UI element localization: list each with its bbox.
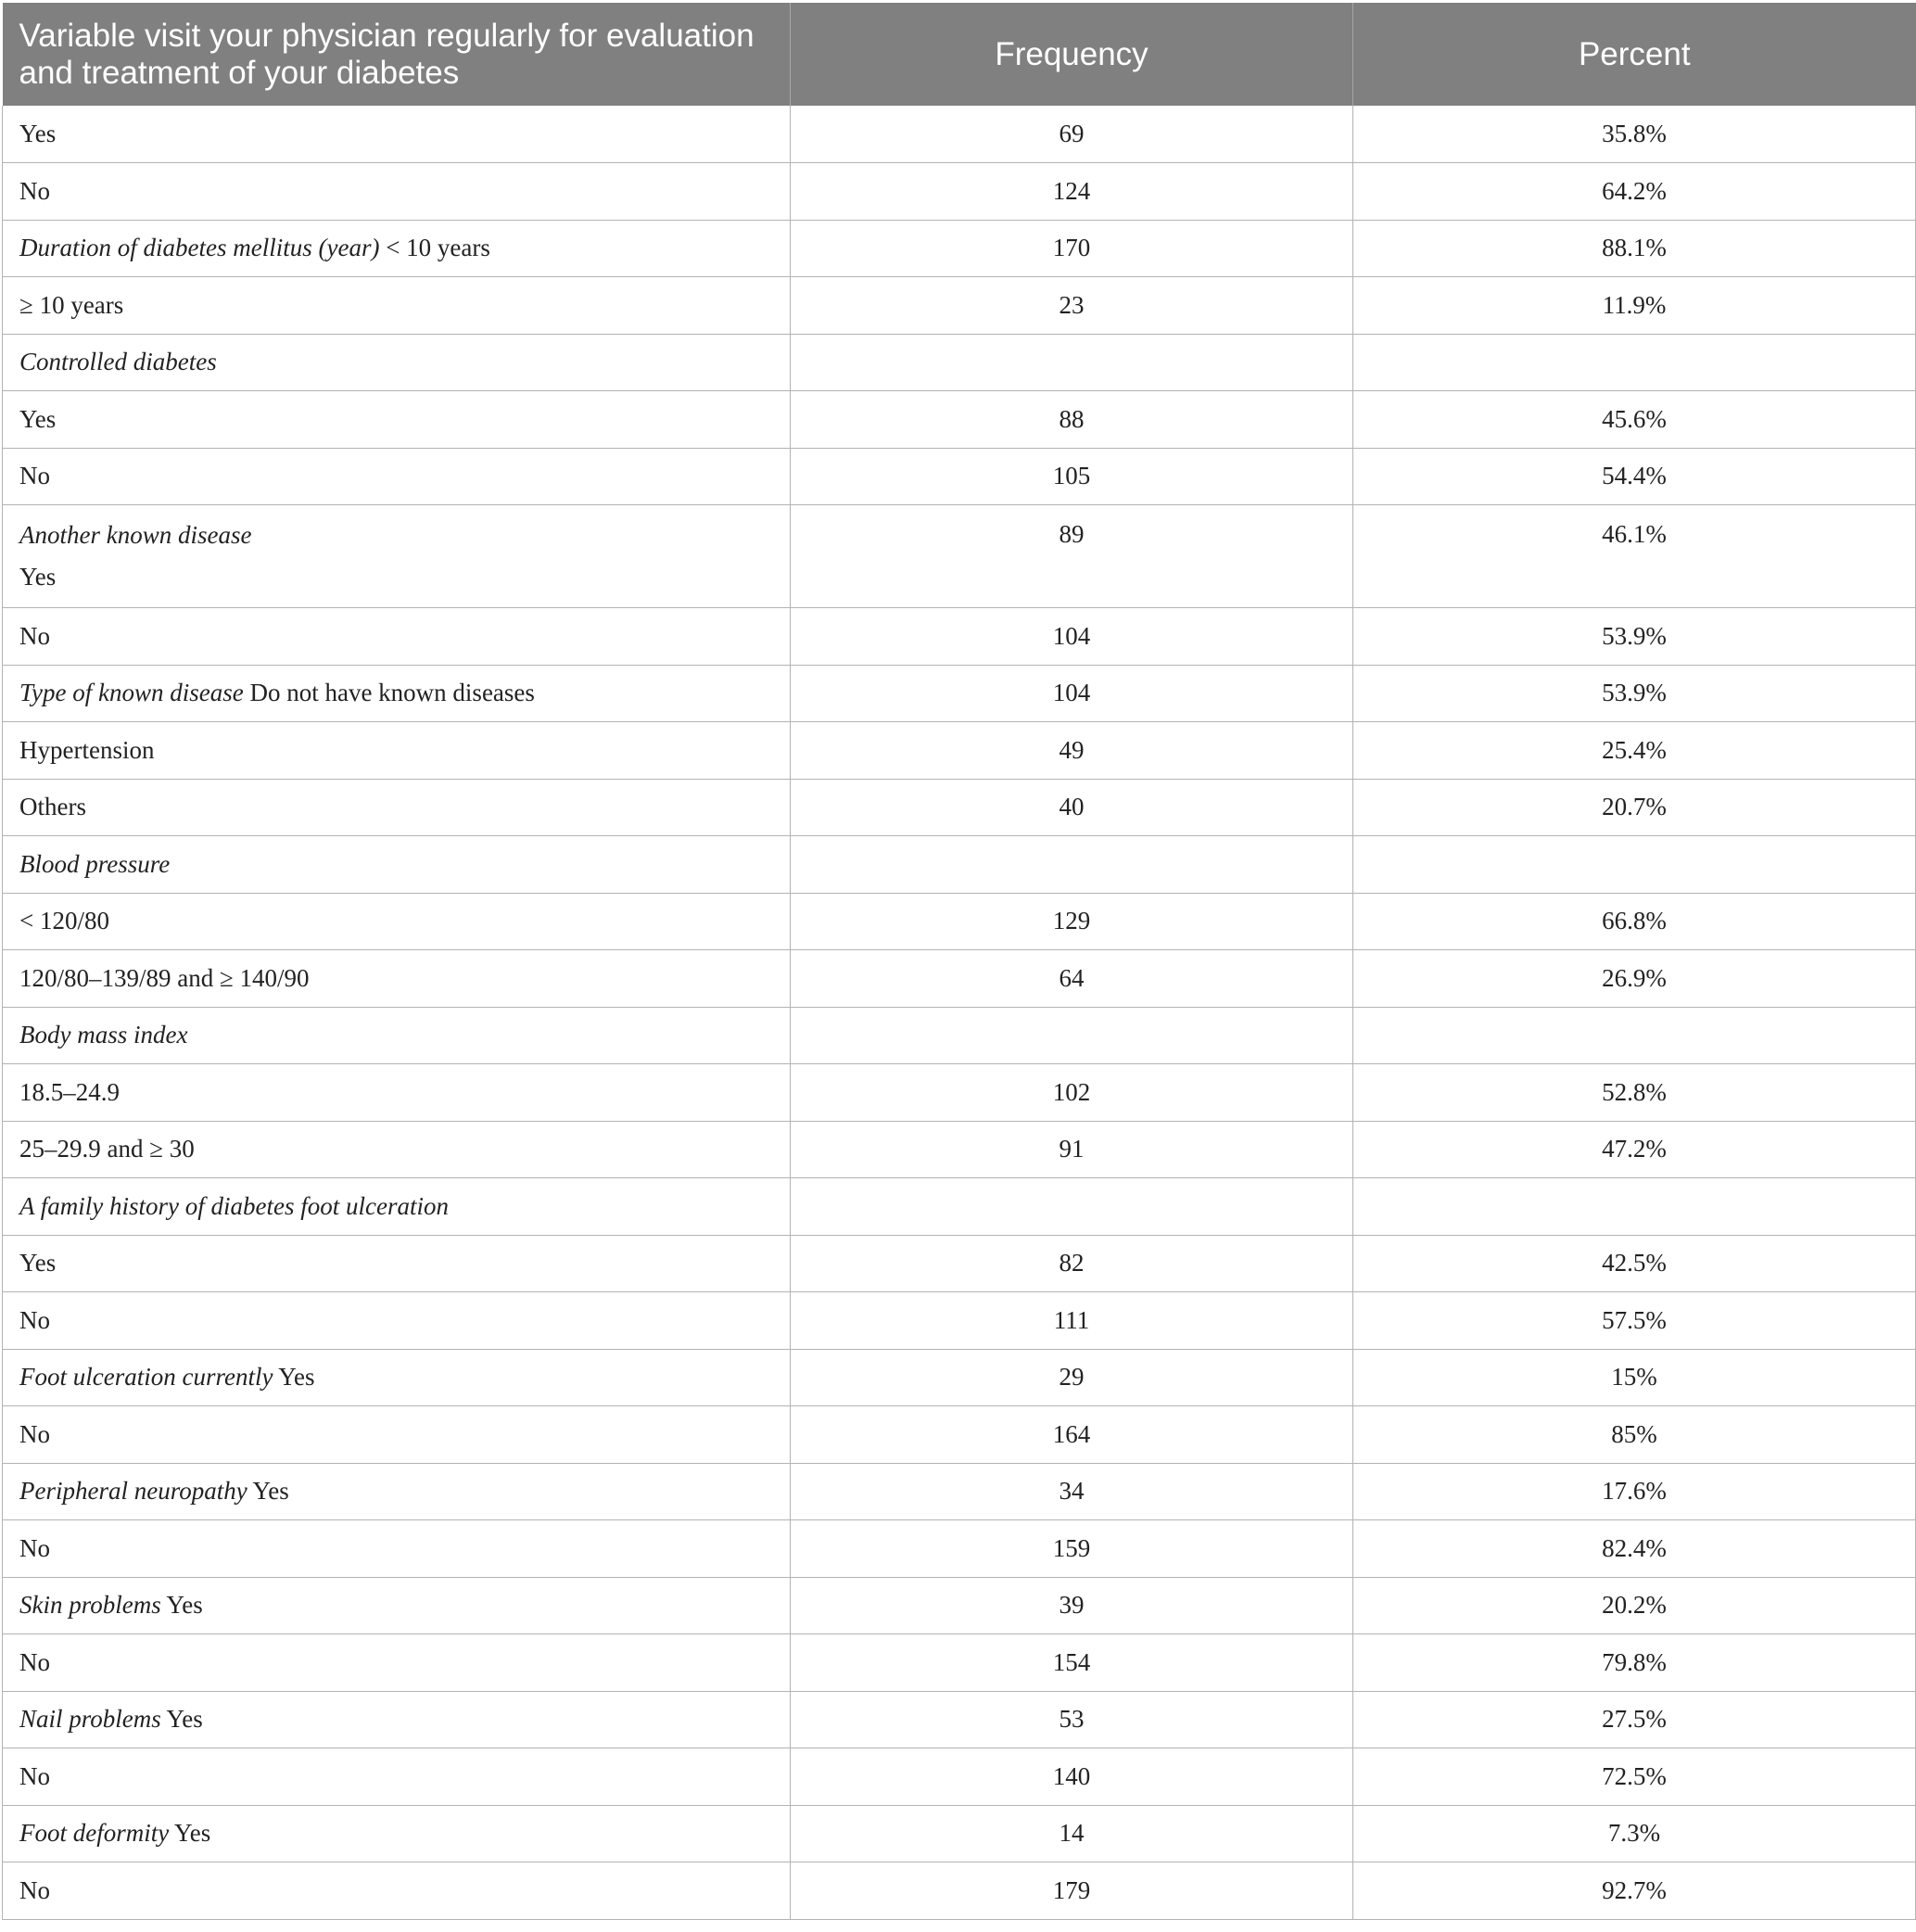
percent-cell: 46.1%: [1353, 505, 1916, 608]
percent-cell: 79.8%: [1353, 1634, 1916, 1692]
table-row: [3, 163, 1916, 221]
variable-category-label: 18.5–24.9: [19, 1077, 120, 1106]
table-row: [3, 1178, 1916, 1236]
variable-category-label: No: [19, 1305, 50, 1334]
variable-category-label: No: [19, 1875, 50, 1904]
percent-cell: 45.6%: [1353, 391, 1916, 449]
variable-cell: [3, 1520, 791, 1578]
frequency-cell: 49: [791, 722, 1353, 780]
table-row: [3, 1748, 1916, 1806]
table-row: [3, 779, 1916, 836]
variable-cell: [3, 391, 791, 449]
percent-cell: [1353, 334, 1916, 391]
frequency-cell: 129: [791, 893, 1353, 950]
variable-cell: [3, 163, 791, 221]
variable-category-label: No: [19, 176, 50, 205]
frequency-cell: 53: [791, 1691, 1353, 1748]
table-row: [3, 1463, 1916, 1520]
table-row: [3, 1634, 1916, 1692]
variable-category-label: No: [19, 462, 50, 490]
variable-cell: [3, 334, 791, 391]
table-row: [3, 722, 1916, 780]
variable-group-label: Foot deformity: [19, 1819, 170, 1848]
variable-group-label: Controlled diabetes: [19, 348, 217, 376]
percent-cell: 11.9%: [1353, 277, 1916, 335]
frequency-cell: 111: [791, 1292, 1353, 1350]
variable-group-label: Blood pressure: [19, 849, 171, 878]
table-row: [3, 106, 1916, 163]
frequency-cell: 140: [791, 1748, 1353, 1806]
variable-cell: [3, 277, 791, 335]
percent-cell: 26.9%: [1353, 950, 1916, 1008]
percent-cell: [1353, 1178, 1916, 1236]
variable-category-label: ≥ 10 years: [19, 290, 124, 319]
variable-cell: [3, 1406, 791, 1464]
variable-cell: [3, 608, 791, 666]
variable-cell: [3, 1577, 791, 1634]
table-row: [3, 1406, 1916, 1464]
frequency-cell: 159: [791, 1520, 1353, 1578]
variable-group-label: Foot ulceration currently: [19, 1363, 273, 1392]
variable-category-label: 25–29.9 and ≥ 30: [19, 1135, 195, 1163]
variable-cell: [3, 220, 791, 277]
table-row: [3, 1577, 1916, 1634]
frequency-cell: 82: [791, 1235, 1353, 1292]
variable-cell: [3, 779, 791, 836]
frequency-cell: 23: [791, 277, 1353, 335]
table-row: [3, 1520, 1916, 1578]
percent-cell: 82.4%: [1353, 1520, 1916, 1578]
frequency-cell: 91: [791, 1121, 1353, 1178]
table-body: [3, 106, 1916, 1919]
percent-cell: 53.9%: [1353, 665, 1916, 722]
variable-group-label: Type of known disease: [19, 679, 244, 707]
variable-cell: [3, 836, 791, 894]
frequency-cell: 104: [791, 608, 1353, 666]
frequency-cell: [791, 334, 1353, 391]
header-row: [3, 3, 1916, 106]
variable-cell: [3, 893, 791, 950]
percent-cell: 57.5%: [1353, 1292, 1916, 1350]
percent-cell: 7.3%: [1353, 1805, 1916, 1862]
data-table: [2, 3, 1916, 1920]
frequency-cell: 102: [791, 1064, 1353, 1122]
percent-cell: 35.8%: [1353, 106, 1916, 163]
variable-category-label: Yes: [252, 1477, 289, 1506]
frequency-cell: 89: [791, 505, 1353, 608]
variable-cell: [3, 1007, 791, 1064]
percent-cell: 20.7%: [1353, 779, 1916, 836]
percent-cell: 85%: [1353, 1406, 1916, 1464]
frequency-cell: [791, 836, 1353, 894]
header-percent: Percent: [1353, 3, 1916, 106]
variable-cell: [3, 505, 791, 608]
table-row: [3, 893, 1916, 950]
variable-category-label: Yes: [166, 1705, 203, 1734]
table-row: [3, 665, 1916, 722]
variable-category-label: < 120/80: [19, 907, 109, 935]
variable-cell: [3, 1805, 791, 1862]
percent-cell: 92.7%: [1353, 1862, 1916, 1920]
frequency-cell: 179: [791, 1862, 1353, 1920]
frequency-cell: 88: [791, 391, 1353, 449]
table-row: [3, 505, 1916, 608]
frequency-cell: 105: [791, 448, 1353, 505]
percent-cell: 47.2%: [1353, 1121, 1916, 1178]
variable-cell: [3, 1121, 791, 1178]
frequency-cell: 14: [791, 1805, 1353, 1862]
table-row: [3, 608, 1916, 666]
percent-cell: 66.8%: [1353, 893, 1916, 950]
variable-cell: [3, 106, 791, 163]
percent-cell: 20.2%: [1353, 1577, 1916, 1634]
table-row: [3, 1862, 1916, 1920]
variable-category-label: Others: [19, 793, 86, 821]
table-row: [3, 836, 1916, 894]
percent-cell: 27.5%: [1353, 1691, 1916, 1748]
percent-cell: 17.6%: [1353, 1463, 1916, 1520]
frequency-cell: 39: [791, 1577, 1353, 1634]
variable-category-label: Yes: [19, 1249, 57, 1277]
frequency-cell: 64: [791, 950, 1353, 1008]
variable-cell: [3, 1748, 791, 1806]
variable-group-label: Nail problems: [19, 1705, 161, 1734]
frequency-cell: 170: [791, 220, 1353, 277]
frequency-cell: 154: [791, 1634, 1353, 1692]
percent-cell: [1353, 1007, 1916, 1064]
variable-cell: [3, 448, 791, 505]
variable-cell: [3, 1064, 791, 1122]
variable-category-label: No: [19, 1533, 50, 1562]
frequency-cell: 34: [791, 1463, 1353, 1520]
table-row: [3, 1292, 1916, 1350]
frequency-cell: 40: [791, 779, 1353, 836]
table-row: [3, 1349, 1916, 1406]
frequency-cell: 29: [791, 1349, 1353, 1406]
variable-group-label: Body mass index: [19, 1021, 188, 1049]
variable-category-label: Hypertension: [19, 735, 155, 764]
variable-cell: [3, 1463, 791, 1520]
percent-cell: 88.1%: [1353, 220, 1916, 277]
percent-cell: 52.8%: [1353, 1064, 1916, 1122]
table-row: [3, 391, 1916, 449]
table-row: [3, 448, 1916, 505]
variable-cell: [3, 722, 791, 780]
table-row: [3, 950, 1916, 1008]
table-header: [3, 3, 1916, 106]
percent-cell: 53.9%: [1353, 608, 1916, 666]
header-frequency: Frequency: [791, 3, 1353, 106]
variable-category-label: Yes: [19, 120, 57, 147]
percent-cell: 54.4%: [1353, 448, 1916, 505]
variable-cell: [3, 1349, 791, 1406]
frequency-cell: [791, 1178, 1353, 1236]
table-row: [3, 334, 1916, 391]
table-row: [3, 1121, 1916, 1178]
frequency-cell: 124: [791, 163, 1353, 221]
table-row: [3, 1805, 1916, 1862]
frequency-cell: 104: [791, 665, 1353, 722]
variable-category-label: Yes: [19, 404, 57, 433]
table-row: [3, 220, 1916, 277]
variable-cell: [3, 1691, 791, 1748]
variable-cell: [3, 1235, 791, 1292]
percent-cell: [1353, 836, 1916, 894]
frequency-cell: 164: [791, 1406, 1353, 1464]
table-row: [3, 1007, 1916, 1064]
variable-group-label: Another known disease: [19, 521, 252, 549]
variable-category-label: Do not have known diseases: [249, 679, 535, 707]
table-row: [3, 277, 1916, 335]
variable-cell: [3, 950, 791, 1008]
variable-category-label: Yes: [278, 1363, 315, 1392]
percent-cell: 42.5%: [1353, 1235, 1916, 1292]
variable-cell: [3, 1178, 791, 1236]
variable-group-label: Duration of diabetes mellitus (year): [19, 234, 380, 262]
variable-category-label: Yes: [166, 1591, 203, 1620]
variable-category-label: Yes: [173, 1819, 211, 1848]
percent-cell: 72.5%: [1353, 1748, 1916, 1806]
variable-cell: [3, 1634, 791, 1692]
variable-group-label: Skin problems: [19, 1591, 161, 1620]
variable-group-label: Peripheral neuropathy: [19, 1477, 247, 1506]
percent-cell: 64.2%: [1353, 163, 1916, 221]
variable-cell: [3, 1862, 791, 1920]
variable-category-label: No: [19, 1761, 50, 1790]
variable-group-label: A family history of diabetes foot ulceration: [19, 1191, 449, 1220]
header-variable: Variable visit your physician regularly for evaluation and treatment of your diabetes: [3, 3, 791, 106]
variable-category-label: Yes: [19, 563, 57, 591]
frequency-cell: [791, 1007, 1353, 1064]
variable-category-label: < 10 years: [386, 234, 490, 262]
variable-category-label: No: [19, 1419, 50, 1448]
variable-category-label: 120/80–139/89 and ≥ 140/90: [19, 963, 310, 992]
variable-category-label: No: [19, 1647, 50, 1676]
table-row: [3, 1064, 1916, 1122]
table-row: [3, 1235, 1916, 1292]
percent-cell: 25.4%: [1353, 722, 1916, 780]
variable-cell: [3, 1292, 791, 1350]
variable-cell: [3, 665, 791, 722]
frequency-cell: 69: [791, 106, 1353, 163]
percent-cell: 15%: [1353, 1349, 1916, 1406]
table-row: [3, 1691, 1916, 1748]
variable-category-label: No: [19, 621, 50, 650]
